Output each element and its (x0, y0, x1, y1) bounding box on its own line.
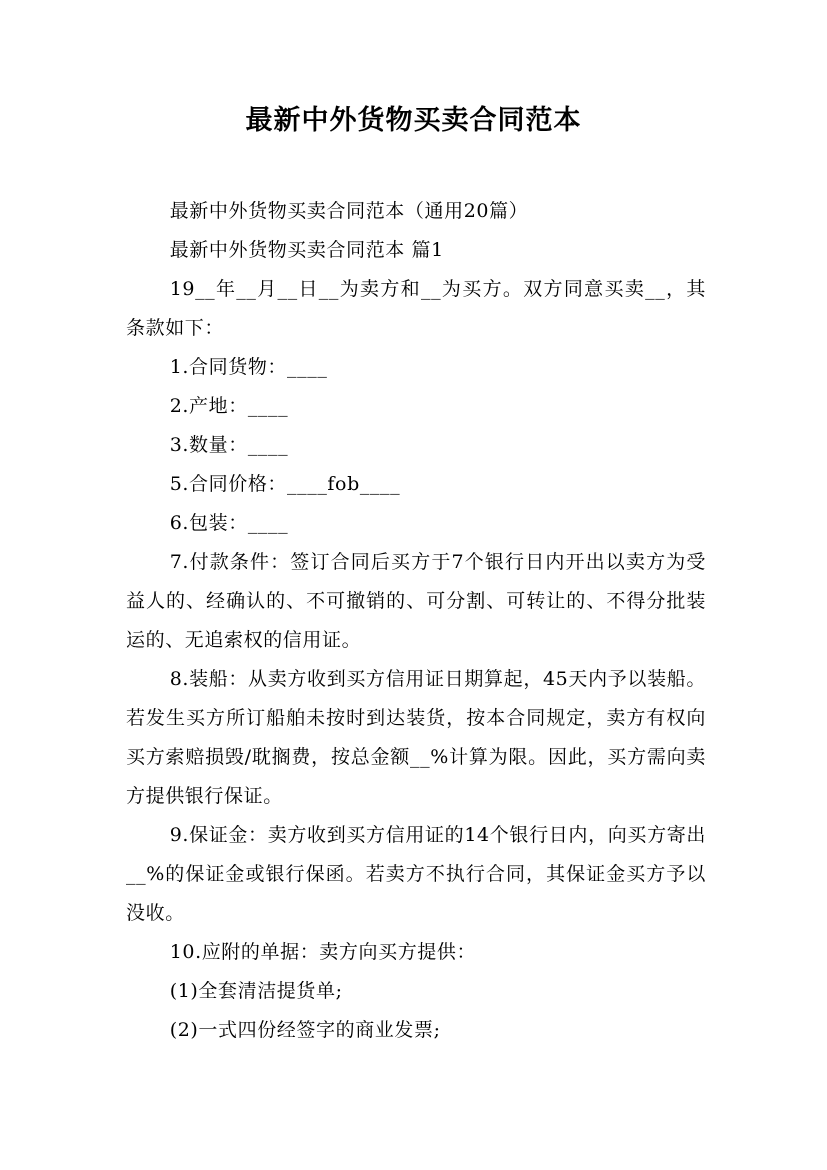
paragraph-payment-terms: 7.付款条件：签订合同后买方于7个银行日内开出以卖方为受益人的、经确认的、不可撤销的、可分割、可转让的、不得分批装运的、无追索权的信用证。 (126, 551, 706, 651)
paragraph-quantity: 3.数量：____ (169, 434, 289, 456)
document-body (126, 192, 706, 1050)
paragraph-subtitle: 最新中外货物买卖合同范本（通用20篇） (169, 200, 529, 222)
paragraph-price: 5.合同价格：____fob____ (169, 473, 401, 495)
paragraph-documents: 10.应附的单据：卖方向买方提供： (169, 941, 477, 963)
paragraph-commercial-invoice: (2)一式四份经签字的商业发票; (169, 1019, 441, 1041)
paragraph-packing: 6.包装：____ (169, 512, 289, 534)
paragraph-shipment: 8.装船：从卖方收到买方信用证日期算起，45天内予以装船。若发生买方所订船舶未按时到达装货，按本合同规定，卖方有权向买方索赔损毁/耽搁费，按总金额__%计算为限。因此，买方需向卖方提供银行保证。 (126, 668, 706, 807)
paragraph-goods: 1.合同货物：____ (169, 356, 328, 378)
paragraph-origin: 2.产地：____ (169, 395, 289, 417)
paragraph-section-heading: 最新中外货物买卖合同范本 篇1 (169, 239, 444, 261)
paragraph-bill-of-lading: (1)全套清洁提货单; (169, 980, 343, 1002)
paragraph-deposit: 9.保证金：卖方收到买方信用证的14个银行日内，向买方寄出__%的保证金或银行保函。若卖方不执行合同，其保证金买方予以没收。 (126, 824, 706, 924)
document-title: 最新中外货物买卖合同范本 (245, 105, 582, 136)
paragraph-preamble: 19__年__月__日__为卖方和__为买方。双方同意买卖__，其条款如下： (126, 278, 706, 339)
